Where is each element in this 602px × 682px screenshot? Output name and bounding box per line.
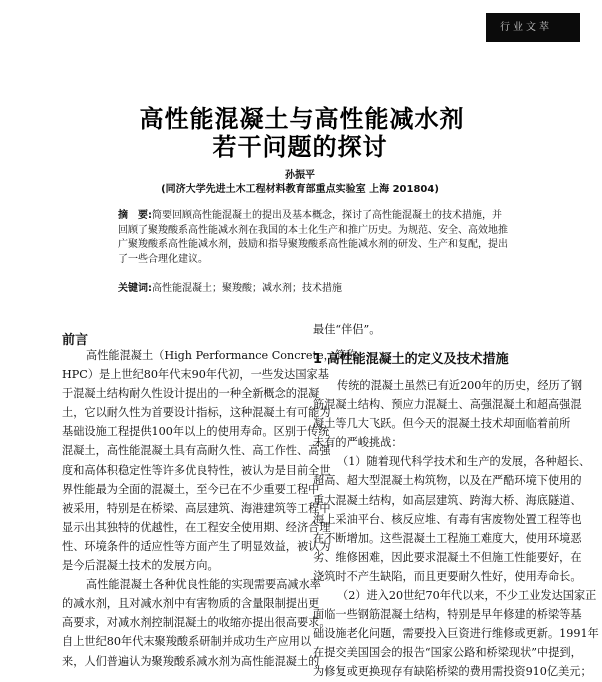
preface-heading: 前言 [62,333,89,348]
abstract [118,209,508,267]
body-text-line: 面临一些钢筋混凝土结构，特别是早年修建的桥梁等基 [313,608,582,622]
body-text-line: （1）随着现代科学技术和生产的发展，各种超长、 [337,455,591,469]
body-text-line: 性、环境条件的适应性等方面产生了明显效益，被认为 [62,539,331,553]
body-text-line: 高要求，对减水剂控制混凝土的收缩亦提出很高要求。 [62,616,331,630]
body-text-line: 浇筑时不产生缺陷，而且更要耐久性好，使用寿命长。 [313,569,582,583]
body-text-line: 在不断增加。这些混凝土工程施工难度大，使用环境恶 [313,531,582,545]
body-text-line: 被采用，特别是在桥梁、高层建筑、海港建筑等工程中 [62,501,331,515]
affiliation: (同济大学先进土木工程材料教育部重点实验室 上海 201804) [161,184,439,195]
author: 孙振平 [285,170,315,181]
body-text-line: 自上世纪80年代末聚羧酸系研制并成功生产应用以 [62,635,312,649]
section-badge: 行业文萃 [486,13,580,42]
body-text-line: 超高、超大型混凝土构筑物，以及在严酷环境下使用的 [313,474,582,488]
paper-title-line-2: 若干问题的探讨 [212,133,388,161]
abstract-line: 广聚羧酸系高性能减水剂，鼓励和指导聚羧酸系高性能减水剂的研发、生产和复配，提出 [118,239,508,250]
keywords-text: 高性能混凝土；聚羧酸；减水剂；技术措施 [152,283,342,294]
keywords [118,279,342,294]
body-text-line: 于混凝土结构耐久性设计提出的一种全新概念的混凝 [62,387,320,401]
abstract-line: 简要回顾高性能混凝土的提出及基本概念，探讨了高性能混凝土的技术措施，并 [152,210,502,221]
abstract-line: 回顾了聚羧酸系高性能减水剂在我国的本土化生产和推广历史。为规范、安全、高效地推 [118,224,508,236]
body-text-line: 界性能最为全面的混凝土，至今已在不少重要工程中 [62,482,320,496]
body-text-line: 的减水剂，且对减水剂中有害物质的含量限制提出更 [62,597,320,611]
body-text-line: 海上采油平台、核反应堆、有毒有害废物处置工程等也 [313,512,582,526]
body-text-line: 高性能混凝土（High Performance Concrete，简称 [86,349,358,362]
body-text-line: 在提交美国国会的报告“国家公路和桥梁现状”中提到， [313,646,582,660]
paper-title-line-1: 高性能混凝土与高性能减水剂 [139,105,465,133]
body-text-line: 筋混凝土结构、预应力混凝土、高强混凝土和超高强混 [313,398,582,412]
section-1-body [313,376,599,682]
body-text-line: 高性能混凝土各种优良性能的实现需要高减水率 [86,578,321,592]
keywords-label: 关键词: [118,283,152,294]
body-text-line: 度和高体积稳定性等许多优良特性，被认为是目前全世 [62,463,331,477]
abstract-line: 了一些合理化建议。 [118,253,208,265]
abstract-label: 摘 要: [118,210,152,221]
body-text-line: 础设施老化问题，需要投入巨资进行维修或更新。1991年 [313,627,599,641]
body-text-line: 基础设施工程提供100年以上的使用寿命。区别于传统 [62,425,330,439]
continuation-text: 最佳“伴侣”。 [313,323,381,336]
body-text-line: HPC）是上世纪80年代末90年代初，一些发达国家基 [62,368,329,382]
body-text-line: 是今后混凝土技术的发展方向。 [62,559,219,573]
body-text-line: 来，人们普遍认为聚羧酸系减水剂为高性能混凝土的 [62,654,320,668]
body-text-line: 土，它以耐久性为首要设计指标，这种混凝土有可能为 [62,406,331,420]
body-text-line: 未有的严峻挑战： [313,436,403,450]
body-text-line: 为修复或更换现存有缺陷桥梁的费用需投资910亿美元； [313,665,592,679]
section-1-heading: 1 高性能混凝土的定义及技术措施 [313,352,509,367]
body-text-line: 劣、维修困难，因此要求混凝土不但施工性能要好，在 [313,550,582,564]
body-text-line: 重大混凝土结构，如高层建筑、跨海大桥、海底隧道、 [313,493,582,507]
body-text-line: 显示出其独特的优越性，在工程安全使用期、经济合理 [62,520,331,534]
body-text-line: 混凝土，高性能混凝土具有高耐久性、高工作性、高强 [62,444,331,458]
body-text-line: （2）进入20世纪70年代以来，不少工业发达国家正 [337,589,597,603]
body-text-line: 凝土等几大飞跃。但今天的混凝土技术却面临着前所 [313,417,571,431]
body-text-line: 传统的混凝土虽然已有近200年的历史，经历了钢 [337,379,583,392]
